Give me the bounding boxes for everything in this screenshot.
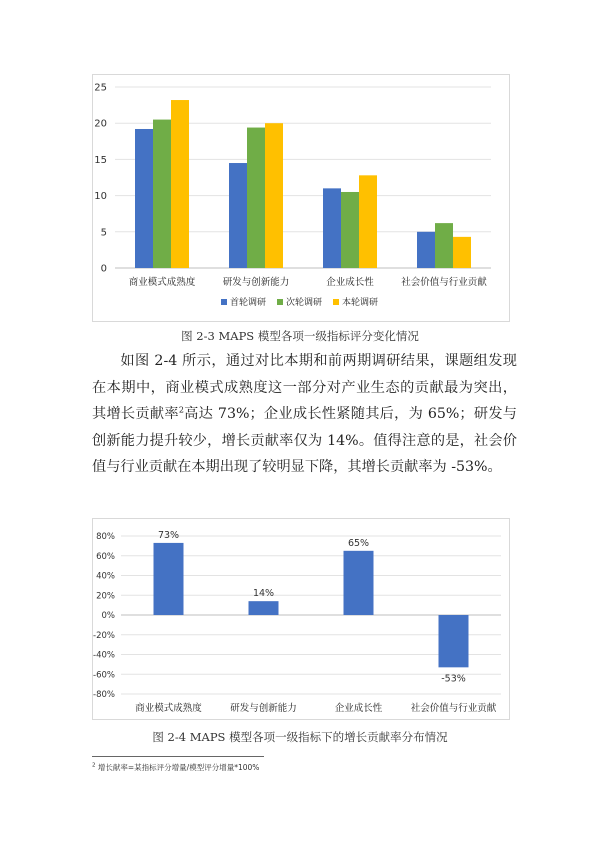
bar-2-4 xyxy=(435,223,453,268)
legend-swatch xyxy=(277,299,283,305)
body-paragraph xyxy=(92,348,517,481)
contribution-rate-chart-svg xyxy=(93,519,509,719)
bar-2-1 xyxy=(153,120,171,268)
x-category-label: 社会价值与行业贡献 xyxy=(410,703,497,714)
footnote-ref[interactable]: 2 xyxy=(178,405,184,415)
score-change-chart-svg xyxy=(93,75,509,321)
bar-1-1 xyxy=(135,129,153,268)
bar-3-2 xyxy=(265,123,283,268)
bar-3-1 xyxy=(171,100,189,268)
paragraph-text-2: 高达 73%；企业成长性紧随其后，为 65%；研发与创新能力提升较少，增长贡献率仅为 14%。值得注意的是，社会价值与行业贡献在本期出现了较明显下降，其增长贡献率为 -53%。 xyxy=(92,406,517,475)
contribution-rate-chart xyxy=(92,518,510,720)
footnote xyxy=(92,762,259,773)
bar-4 xyxy=(439,615,469,667)
bar-1-4 xyxy=(417,232,435,268)
y-tick-label: -80% xyxy=(93,690,115,700)
x-category-label: 社会价值与行业贡献 xyxy=(401,277,487,288)
figure-caption-2-3: 图 2-3 MAPS 模型各项一级指标评分变化情况 xyxy=(181,329,419,343)
footnote-text: 增长献率=某指标评分增量/模型评分增量*100% xyxy=(95,763,260,772)
y-tick-label: 0 xyxy=(100,263,107,275)
legend-label: 次轮调研 xyxy=(286,298,323,308)
bar-3-3 xyxy=(359,175,377,268)
data-label: 14% xyxy=(252,588,275,600)
x-category-label: 研发与创新能力 xyxy=(222,277,290,288)
x-category-label: 企业成长性 xyxy=(326,277,374,288)
footnote-mark: 2 xyxy=(92,762,96,769)
x-category-label: 企业成长性 xyxy=(334,703,383,714)
x-category-label: 研发与创新能力 xyxy=(230,703,297,714)
bar-1-3 xyxy=(323,188,341,268)
figure-caption-2-4: 图 2-4 MAPS 模型各项一级指标下的增长贡献率分布情况 xyxy=(152,730,448,744)
x-category-label: 商业模式成熟度 xyxy=(135,703,202,714)
legend-swatch xyxy=(333,299,339,305)
y-tick-label: 15 xyxy=(94,154,107,166)
y-tick-label: -20% xyxy=(93,630,115,641)
bar-3-4 xyxy=(453,237,471,268)
y-tick-label: 5 xyxy=(100,227,107,239)
bar-2-3 xyxy=(341,192,359,268)
y-tick-label: -40% xyxy=(93,650,115,661)
footnote-divider xyxy=(92,756,264,757)
paragraph-text-1: 如图 2-4 所示，通过对比本期和前两期调研结果，课题组发现在本期中，商业模式成熟度这一部分对产业生态的贡献最为突出，其增长贡献率 xyxy=(92,353,517,422)
x-category-label: 商业模式成熟度 xyxy=(128,277,196,288)
bar-1 xyxy=(154,543,184,615)
y-tick-label: 20% xyxy=(96,591,115,602)
y-tick-label: 25 xyxy=(94,82,107,94)
legend-label: 首轮调研 xyxy=(230,298,267,308)
bar-2 xyxy=(249,601,279,615)
bar-3 xyxy=(344,551,374,615)
data-label: -53% xyxy=(441,673,466,685)
y-tick-label: 20 xyxy=(94,118,107,130)
y-tick-label: -60% xyxy=(93,670,115,681)
bar-2-2 xyxy=(247,128,265,268)
y-tick-label: 0% xyxy=(101,611,115,621)
y-tick-label: 60% xyxy=(96,551,115,562)
y-tick-label: 10 xyxy=(94,191,107,203)
data-label: 65% xyxy=(347,537,370,549)
legend-label: 本轮调研 xyxy=(342,298,379,308)
y-tick-label: 40% xyxy=(96,571,115,582)
bar-1-2 xyxy=(229,163,247,268)
data-label: 73% xyxy=(157,529,180,541)
legend-swatch xyxy=(221,299,227,305)
y-tick-label: 80% xyxy=(96,532,115,542)
score-change-chart xyxy=(92,74,510,322)
